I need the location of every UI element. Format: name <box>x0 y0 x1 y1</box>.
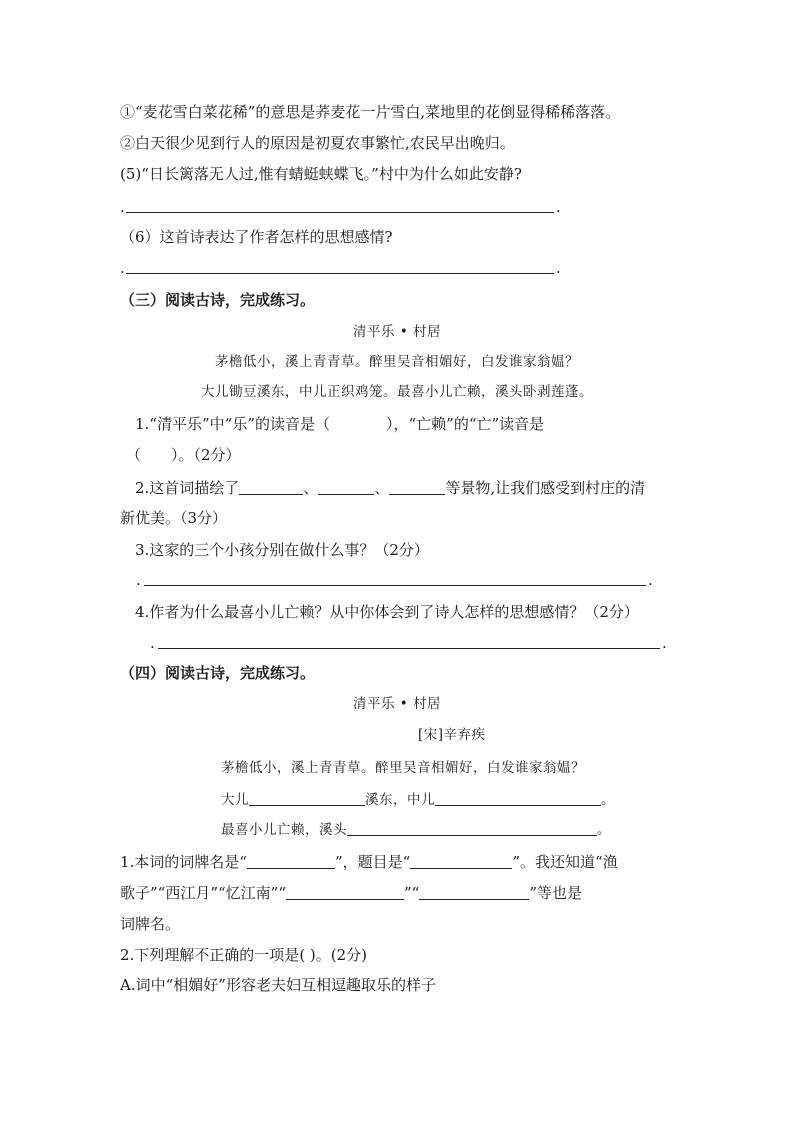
answer-blank[interactable] <box>239 480 303 495</box>
question-2-text-b: 等景物,让我们感受到村庄的清 <box>445 479 646 497</box>
question-2-text-a: 2.这首词描绘了 <box>135 479 240 497</box>
answer-line-end: . <box>556 259 561 277</box>
question-1-cont <box>120 883 582 903</box>
answer-blank[interactable] <box>249 791 365 806</box>
poem-text: 最喜小儿亡赖，溪头 <box>221 822 347 838</box>
question-6: （6）这首诗表达了作者怎样的思想感情? <box>120 228 393 246</box>
question-2 <box>135 478 645 498</box>
answer-item-1: ①“麦花雪白菜花稀”的意思是荞麦花一片雪白,菜地里的花倒显得稀稀落落。 <box>120 103 621 121</box>
answer-line-end: . <box>648 571 653 589</box>
question-2-cont: 新优美。（3分） <box>120 509 228 527</box>
answer-blank[interactable] <box>419 885 529 900</box>
answer-line-start: . <box>120 259 125 277</box>
question-4: 4.作者为什么最喜小儿亡赖？从中你体会到了诗人怎样的思想感情？（2分） <box>135 603 639 621</box>
answer-line-end: . <box>662 634 667 652</box>
answer-blank[interactable] <box>347 821 597 836</box>
section-3-heading: （三）阅读古诗，完成练习。 <box>120 291 316 309</box>
separator: 、 <box>374 479 390 497</box>
poem-line-1: 茅檐低小，溪上青青草。醉里吴音相媚好，白发谁家翁媪？ <box>221 760 585 776</box>
answer-blank[interactable] <box>318 480 374 495</box>
question-1-text-e: ”“ <box>404 884 420 902</box>
answer-item-2: ②白天很少见到行人的原因是初夏农事繁忙,农民早出晚归。 <box>120 134 515 152</box>
answer-line-start: . <box>150 634 155 652</box>
answer-line-q4[interactable] <box>158 648 660 649</box>
answer-line-start: . <box>120 198 125 216</box>
answer-line-start: . <box>136 571 141 589</box>
answer-line-q6[interactable] <box>126 273 554 274</box>
question-1-text-d: ）。（2分） <box>171 446 241 464</box>
poem-title: 清平乐 • 村居 <box>352 324 442 340</box>
poem-line-3 <box>221 820 611 840</box>
poem-text: 大儿 <box>221 792 249 808</box>
question-1-text-d: 歌子”“西江月”“忆江南”“ <box>120 884 287 902</box>
poem-line-1: 茅檐低小，溪上青青草。醉里吴音相媚好，白发谁家翁媪？ <box>215 354 579 370</box>
poem-title: 清平乐 • 村居 <box>352 696 442 712</box>
answer-blank[interactable] <box>247 854 335 869</box>
option-a: A.词中“相媚好”形容老夫妇互相逗趣取乐的样子 <box>120 976 436 994</box>
poem-line-2 <box>221 790 615 810</box>
question-1 <box>135 414 544 434</box>
poem-line-2: 大儿锄豆溪东，中儿正织鸡笼。最喜小儿亡赖，溪头卧剥莲蓬。 <box>201 384 593 400</box>
poem-text: 。 <box>601 792 615 808</box>
answer-blank[interactable] <box>286 885 404 900</box>
question-1-text-c: （ <box>126 446 142 464</box>
answer-blank[interactable] <box>435 791 601 806</box>
answer-blank[interactable] <box>410 854 512 869</box>
question-1-end: 词牌名。 <box>120 915 181 933</box>
question-1-text-f: ”等也是 <box>529 884 583 902</box>
question-2: 2.下列理解不正确的一项是( )。(2分) <box>120 946 368 964</box>
poem-author: [宋]辛弃疾 <box>418 727 486 743</box>
question-1-cont <box>126 445 241 465</box>
answer-line-end: . <box>556 198 561 216</box>
question-1-text-c: ”。我还知道“渔 <box>512 853 618 871</box>
answer-blank[interactable] <box>389 480 445 495</box>
section-4-heading: （四）阅读古诗，完成练习。 <box>120 664 316 682</box>
question-1-text-b: ”，题目是“ <box>334 853 411 871</box>
question-1 <box>120 852 618 872</box>
question-1-text-a: 1.本词的词牌名是“ <box>120 853 247 871</box>
poem-text: 。 <box>597 822 611 838</box>
question-5: (5)“日长篱落无人过,惟有蜻蜓蛱蝶飞。”村中为什么如此安静? <box>120 165 522 183</box>
separator: 、 <box>303 479 319 497</box>
answer-line-q3[interactable] <box>144 585 646 586</box>
question-1-text-b: ），“亡赖”的“亡”读音是 <box>386 415 545 433</box>
question-3: 3.这家的三个小孩分别在做什么事？（2分） <box>135 541 429 559</box>
poem-text: 溪东，中儿 <box>365 792 435 808</box>
answer-line-q5[interactable] <box>126 212 554 213</box>
question-1-text-a: 1.“清平乐”中“乐”的读音是（ <box>135 415 330 433</box>
